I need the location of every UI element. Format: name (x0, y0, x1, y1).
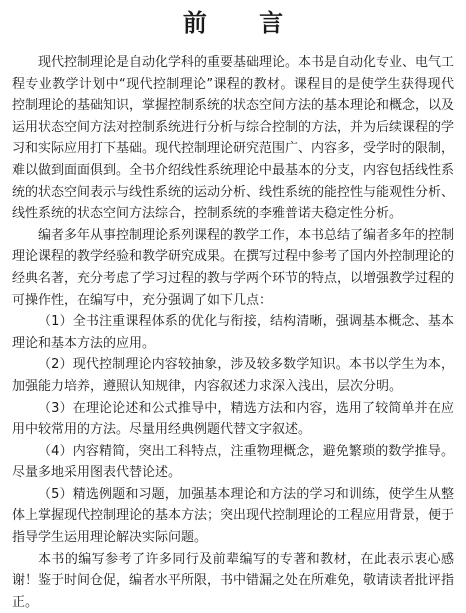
paragraph-intro: 现代控制理论是自动化学科的重要基础理论。本书是自动化专业、电气工程专业教学计划中“现代控制理论”课程的教材。课程目的是使学生获得现代控制理论的基础知识，掌握控制系统的状态空间方法的基本理论和概念，以及运用状态空间方法对控制系统进行分析与综合控制的方法，并为后续课程的学习和实际应用打下基础。现代控制理论研究范围广、内容多，受学时的限制，难以做到面面俱到。全书介绍线性系统理论中最基本的分支，内容包括线性系统的状态空间表示与线性系统的运动分析、线性系统的能控性与能观性分析、线性系统的状态空间方法综合，控制系统的李雅普诺夫稳定性分析。 (12, 55, 455, 222)
preface-body (12, 52, 454, 613)
paragraph-point-4: （4）内容精简，突出工科特点，注重物理概念，避免繁琐的数学推导。尽量多地采用图表代替论述。 (12, 443, 454, 481)
paragraph-point-2: （2）现代控制理论内容较抽象，涉及较多数学知识。本书以学生为本，加强能力培养，遵照认知规律，内容叙述力求深入浅出，层次分明。 (12, 357, 454, 394)
paragraph-point-5: （5）精选例题和习题，加强基本理论和方法的学习和训练，使学生从整体上掌握现代控制理论的基本方法；突出现代控制理论的工程应用背景，便于指导学生运用理论解决实际问题。 (12, 486, 455, 546)
paragraph-point-1: （1）全书注重课程体系的优化与衔接，结构清晰，强调基本概念、基本理论和基本方法的应用。 (12, 314, 454, 351)
paragraph-point-3: （3）在理论论述和公式推导中，精选方法和内容，选用了较简单并在应用中较常用的方法。尽量用经典例题代替文字叙述。 (12, 400, 454, 438)
paragraph-acknowledgement: 本书的编写参考了许多同行及前辈编写的专著和教材，在此表示衷心感谢！鉴于时间仓促，编者水平所限，书中错漏之处在所难免，敬请读者批评指正。 (12, 551, 455, 610)
page-title: 前 言 (182, 9, 306, 37)
paragraph-author-experience: 编者多年从事控制理论系列课程的教学工作，本书总结了编者多年的控制理论课程的教学经验和教学研究成果。在撰写过程中参考了国内外控制理论的经典名著，充分考虑了学习过程的教与学两个环节的特点，以增强教学过程的可操作性，在编写中，充分强调了如下几点： (12, 227, 455, 308)
